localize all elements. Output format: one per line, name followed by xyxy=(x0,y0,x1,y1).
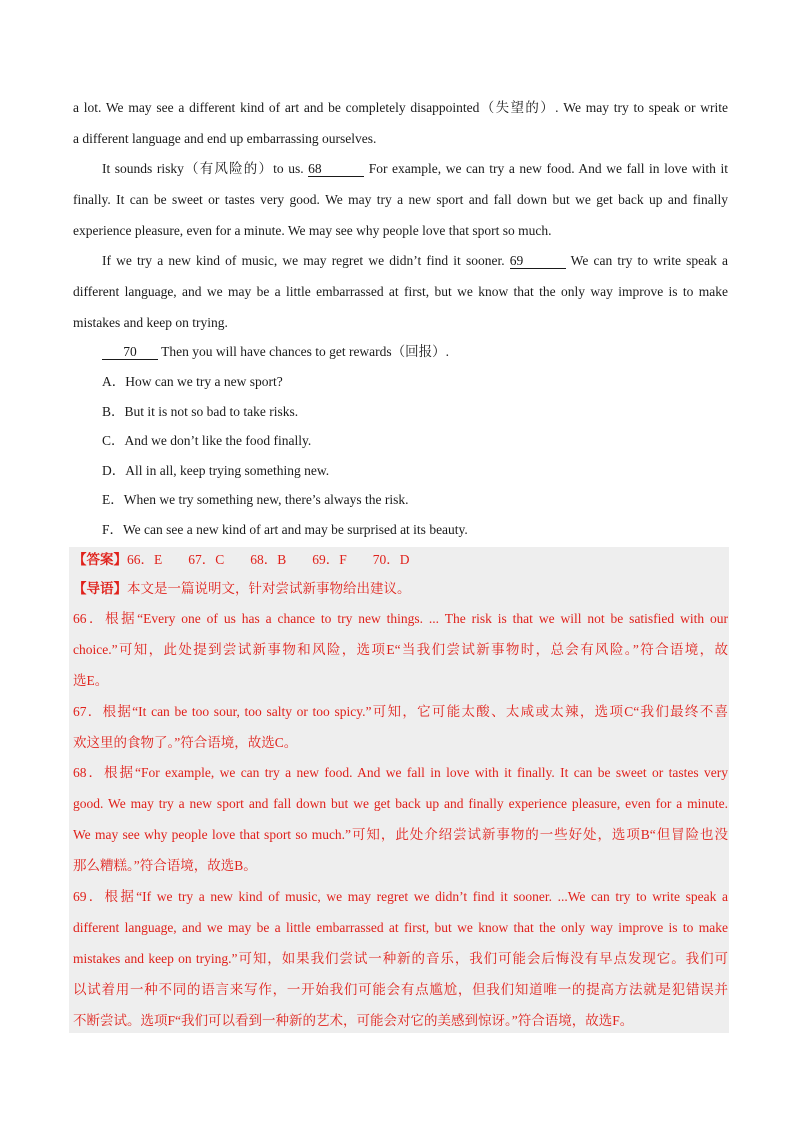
option-b: B．But it is not so bad to take risks. xyxy=(102,404,299,419)
explanation-66: 66．根据“Every one of us has a chance to try new things. ... The risk is that we will not be satisfied with our xyxy=(73,611,728,626)
passage-line-blank-70 xyxy=(102,343,728,361)
blank-70: 70 xyxy=(102,345,158,360)
option-a: A．How can we try a new sport? xyxy=(102,374,283,389)
blank-69: 69 xyxy=(510,254,566,269)
answer-68: 68．B xyxy=(250,552,287,567)
passage-line-blank-69 xyxy=(102,252,728,270)
explanation-66: choice.”可知，此处提到尝试新事物和风险，选项E“当我们尝试新事物时，总会有风险。”符合语境，故 xyxy=(73,642,728,657)
passage-line: a lot. We may see a different kind of art and be completely disappointed（失望的）. We may try to speak or write xyxy=(73,100,728,115)
explanation-66: 选E。 xyxy=(73,673,109,688)
answer-69: 69．F xyxy=(312,552,347,567)
passage-text: It sounds risky（有风险的）to us. xyxy=(102,161,309,176)
guide-line xyxy=(73,580,728,598)
blank-68: 68 xyxy=(308,162,364,177)
option-e: E．When we try something new, there’s always the risk. xyxy=(102,492,409,507)
passage-line: mistakes and keep on trying. xyxy=(73,315,228,330)
explanation-69: mistakes and keep on trying.”可知，如果我们尝试一种新的音乐，我们可能会后悔没有早点发现它。我们可 xyxy=(73,951,728,966)
explanation-69: different language, and we may be a little embarrassed at first, but we know that the only way improve is to make xyxy=(73,920,728,935)
answer-70: 70．D xyxy=(372,552,410,567)
explanation-67: 67．根据“It can be too sour, too salty or too spicy.”可知，它可能太酸、太咸或太辣，选项C“我们最终不喜 xyxy=(73,704,728,719)
explanation-68: We may see why people love that sport so much.”可知，此处介绍尝试新事物的一些好处，选项B“但冒险也没 xyxy=(73,827,728,842)
guide-label: 【导语】 xyxy=(73,581,127,596)
explanation-68: 68．根据“For example, we can try a new food. And we fall in love with it finally. It can be sweet or tastes very xyxy=(73,765,728,780)
answer-67: 67．C xyxy=(188,552,225,567)
answer-66: 66．E xyxy=(127,552,163,567)
passage-line-blank-68 xyxy=(102,160,728,178)
passage-text: We can try to write speak a xyxy=(565,253,729,268)
passage-line: experience pleasure, even for a minute. We may see why people love that sport so much. xyxy=(73,223,552,238)
explanation-67: 欢这里的食物了。”符合语境，故选C。 xyxy=(73,735,298,750)
passage-text: For example, we can try a new food. And we fall in love with it xyxy=(364,161,728,176)
explanation-69: 69．根据“If we try a new kind of music, we may regret we didn’t find it sooner. ...We can try to write speak a xyxy=(73,889,728,904)
explanation-69: 以试着用一种不同的语言来写作，一开始我们可能会有点尴尬，但我们知道唯一的提高方法就是犯错误并 xyxy=(73,982,728,997)
option-f: F．We can see a new kind of art and may be surprised at its beauty. xyxy=(102,522,468,537)
passage-text: If we try a new kind of music, we may regret we didn’t find it sooner. xyxy=(102,253,510,268)
explanation-68: 那么糟糕。”符合语境，故选B。 xyxy=(73,858,257,873)
explanation-69: 不断尝试。选项F“我们可以看到一种新的艺术，可能会对它的美感到惊讶。”符合语境，故选F。 xyxy=(73,1013,634,1028)
explanation-68: good. We may try a new sport and fall down but we get back up and finally experience pleasure, even for a minute. xyxy=(73,796,728,811)
answer-line xyxy=(73,551,728,569)
option-c: C．And we don’t like the food finally. xyxy=(102,433,312,448)
option-d: D．All in all, keep trying something new. xyxy=(102,463,330,478)
passage-line: finally. It can be sweet or tastes very good. We may try a new sport and fall down but we get back up and finally xyxy=(73,192,728,207)
passage-text: Then you will have chances to get rewards（回报）. xyxy=(158,344,450,359)
answer-label: 【答案】 xyxy=(73,552,127,567)
passage-line: different language, and we may be a little embarrassed at first, but we know that the only way improve is to make xyxy=(73,284,728,299)
passage-line: a different language and end up embarrassing ourselves. xyxy=(73,131,377,146)
guide-text: 本文是一篇说明文，针对尝试新事物给出建议。 xyxy=(127,581,411,596)
